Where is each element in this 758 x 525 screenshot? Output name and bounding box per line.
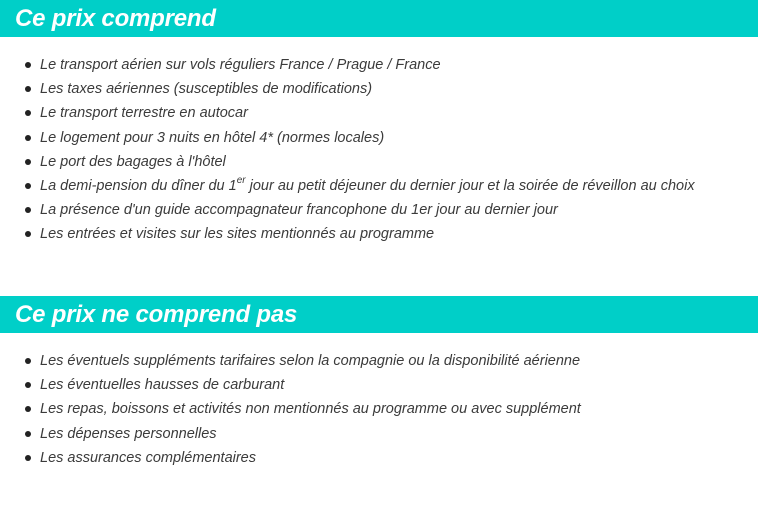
list-item: Les repas, boissons et activités non mentionnés au programme ou avec supplément — [0, 397, 581, 421]
bullet-icon — [25, 86, 31, 92]
list-item: Les taxes aériennes (susceptibles de modifications) — [0, 77, 695, 101]
bullet-icon — [25, 231, 31, 237]
excluded-section-title: Ce prix ne comprend pas — [15, 301, 298, 328]
bullet-icon — [25, 382, 31, 388]
bullet-icon — [25, 135, 31, 141]
list-item: Les assurances complémentaires — [0, 446, 581, 470]
bullet-icon — [25, 183, 31, 189]
bullet-icon — [25, 406, 31, 412]
bullet-icon — [25, 431, 31, 437]
list-item: Les entrées et visites sur les sites mentionnés au programme — [0, 222, 695, 246]
list-item: Le transport terrestre en autocar — [0, 101, 695, 125]
excluded-section-header — [0, 296, 758, 333]
list-item: Les éventuelles hausses de carburant — [0, 373, 581, 397]
bullet-icon — [25, 358, 31, 364]
list-item: Les dépenses personnelles — [0, 422, 581, 446]
bullet-icon — [25, 207, 31, 213]
bullet-icon — [25, 455, 31, 461]
excluded-list — [0, 349, 581, 470]
list-item: La demi-pension du dîner du 1er jour au petit déjeuner du dernier jour et la soirée de réveillon au choix — [0, 174, 695, 198]
included-section-header — [0, 0, 758, 37]
bullet-icon — [25, 159, 31, 165]
list-item: Le logement pour 3 nuits en hôtel 4* (normes locales) — [0, 126, 695, 150]
included-section-title: Ce prix comprend — [15, 5, 216, 32]
list-item: La présence d'un guide accompagnateur francophone du 1er jour au dernier jour — [0, 198, 695, 222]
list-item: Les éventuels suppléments tarifaires selon la compagnie ou la disponibilité aérienne — [0, 349, 581, 373]
list-item: Le port des bagages à l'hôtel — [0, 150, 695, 174]
included-list — [0, 53, 695, 247]
bullet-icon — [25, 62, 31, 68]
bullet-icon — [25, 110, 31, 116]
list-item: Le transport aérien sur vols réguliers France / Prague / France — [0, 53, 695, 77]
